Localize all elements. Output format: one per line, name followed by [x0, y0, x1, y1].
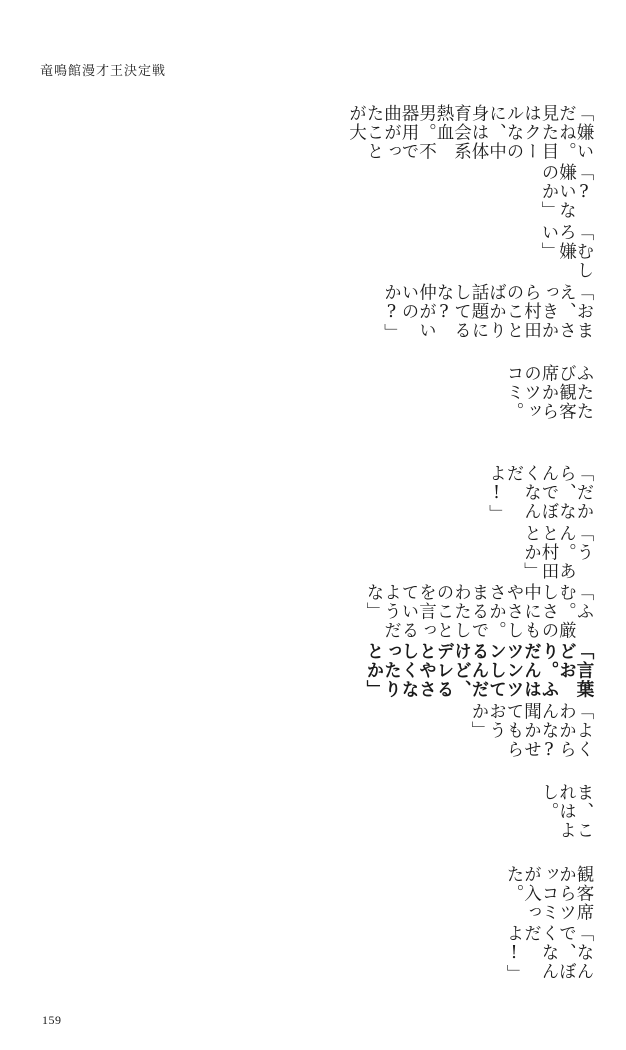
text-column: ふたたび観客席からのツッコミ。: [504, 364, 594, 422]
page-header-title: 竜鳴館漫才王決定戦: [40, 63, 167, 78]
text-column: 「? 嫌いなのか」: [539, 163, 594, 224]
vertical-text-body: [341, 104, 593, 984]
text-column: ま、これはよし。: [539, 783, 594, 841]
text-column: 「むしろ嫌い」: [539, 223, 594, 281]
text-column: 観客席からツッコミが入った。: [504, 864, 594, 923]
text-column: 「おまえ、さっきから村田のことばかり話題にしてるな? 仲がいいのか?」: [381, 282, 594, 343]
text-column: 「なんで、ぼくなんだよ!」: [504, 924, 594, 984]
text-column: 「嫌いだね。見た目はクールなのに、中身は体育会系熱血男。不器用で曲がったことが大: [346, 103, 594, 162]
text-column: 「言葉どおり。ふだんはツンツンしてるんだけど、デレるとやさしくなったりとか」: [364, 642, 594, 700]
page-number: 159: [42, 1013, 62, 1027]
text-column: 「だから、なんでぼくなんだよ!」: [486, 463, 594, 524]
text-column: 「よくわからんな? 聞かせてもらおうか」: [469, 701, 594, 781]
text-column: 「うん。あと村田とか」: [521, 523, 594, 581]
text-column: 「ふむ。厳しさの中にもやさしさか。まるでわたしのことを言っているようだな」: [364, 582, 594, 641]
